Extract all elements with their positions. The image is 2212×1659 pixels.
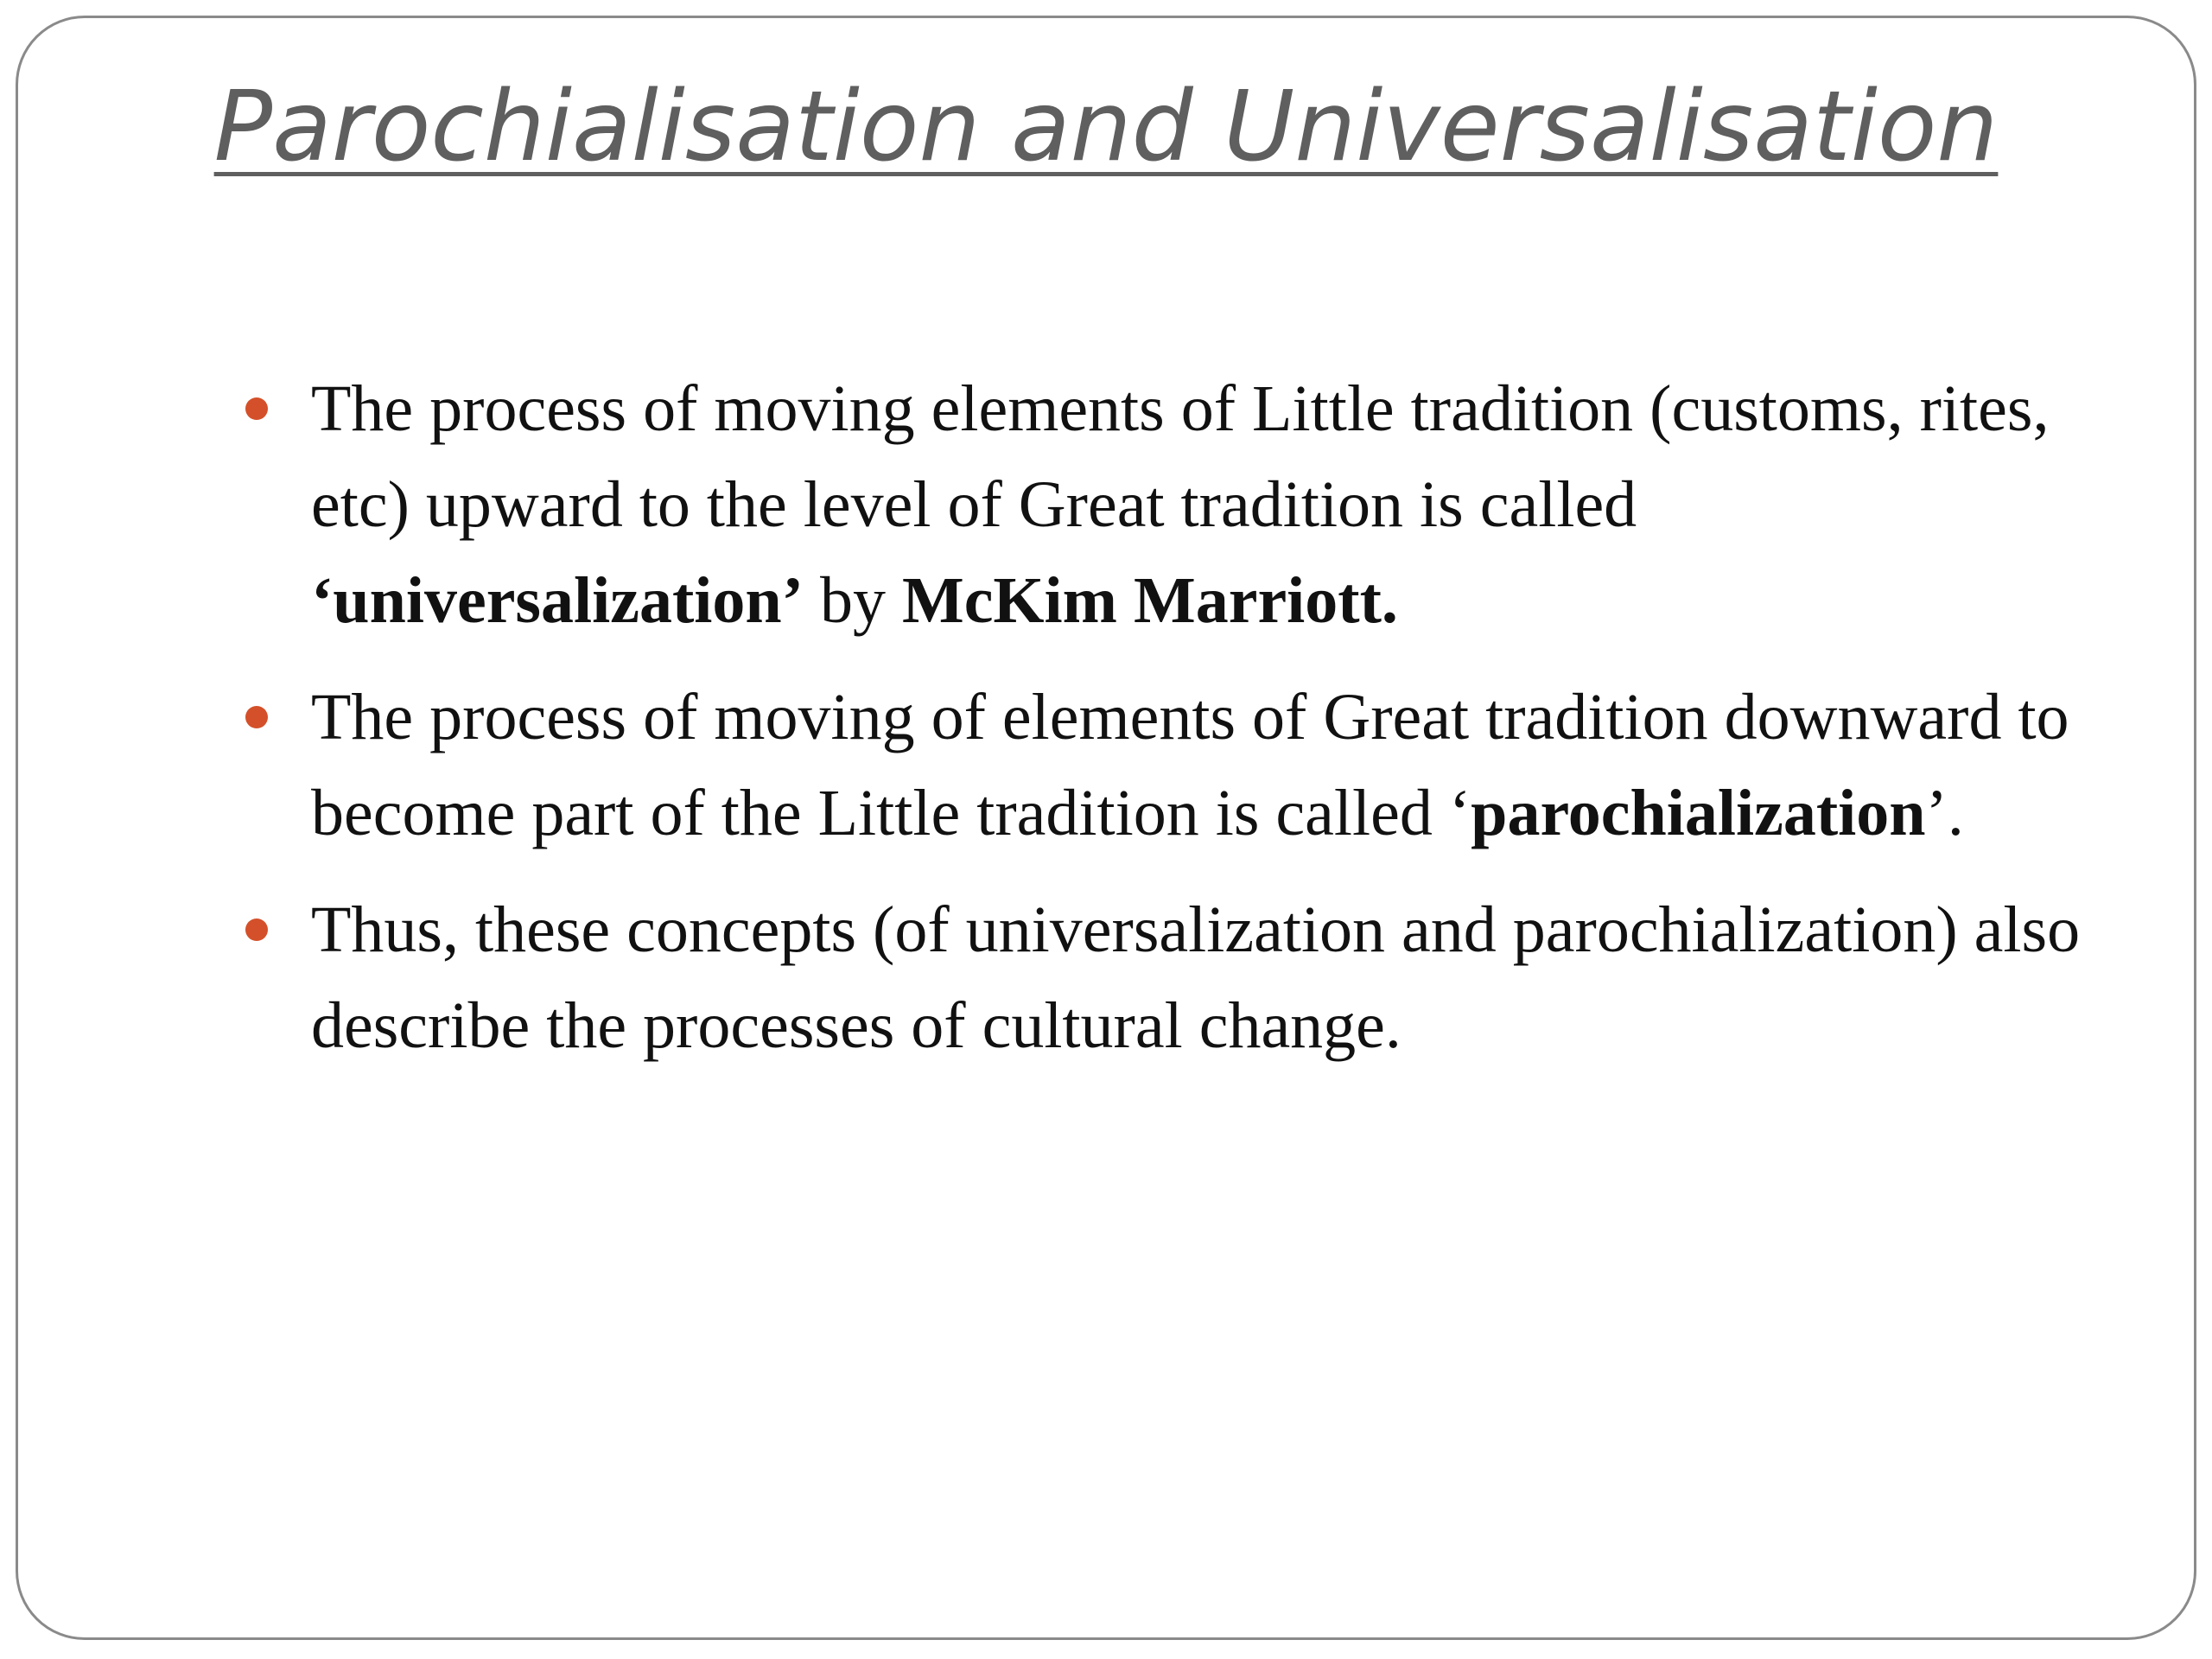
- bullet-text: Thus, these concepts (of universalization and parochialization) also describe the processes of cultural change.: [311, 893, 2081, 1062]
- slide-title-text: Parochialisation and Universalisation: [213, 71, 1999, 183]
- bullet-text: ’.: [1925, 777, 1964, 849]
- bullet-list: [311, 361, 2091, 1095]
- bullet-dot-icon: [245, 397, 268, 420]
- bullet-dot-icon: [245, 706, 268, 728]
- bullet-item-universalization: [311, 361, 2091, 649]
- term-parochialization: parochialization: [1471, 777, 1926, 849]
- bullet-dot-icon: [245, 918, 268, 941]
- author-name: McKim Marriott.: [901, 564, 1398, 637]
- bullet-item-conclusion: [311, 882, 2091, 1074]
- term-universalization: ‘universalization’: [311, 564, 804, 637]
- bullet-text: by: [803, 564, 902, 637]
- bullet-text: The process of moving elements of Little tradition (customs, rites, etc) upward to the level of Great tradition is called: [311, 372, 2050, 541]
- slide-title: [0, 62, 2212, 192]
- bullet-text: The process of moving of elements of Great tradition downward to become part of the Little tradition is called ‘: [311, 681, 2069, 849]
- bullet-item-parochialization: [311, 670, 2091, 861]
